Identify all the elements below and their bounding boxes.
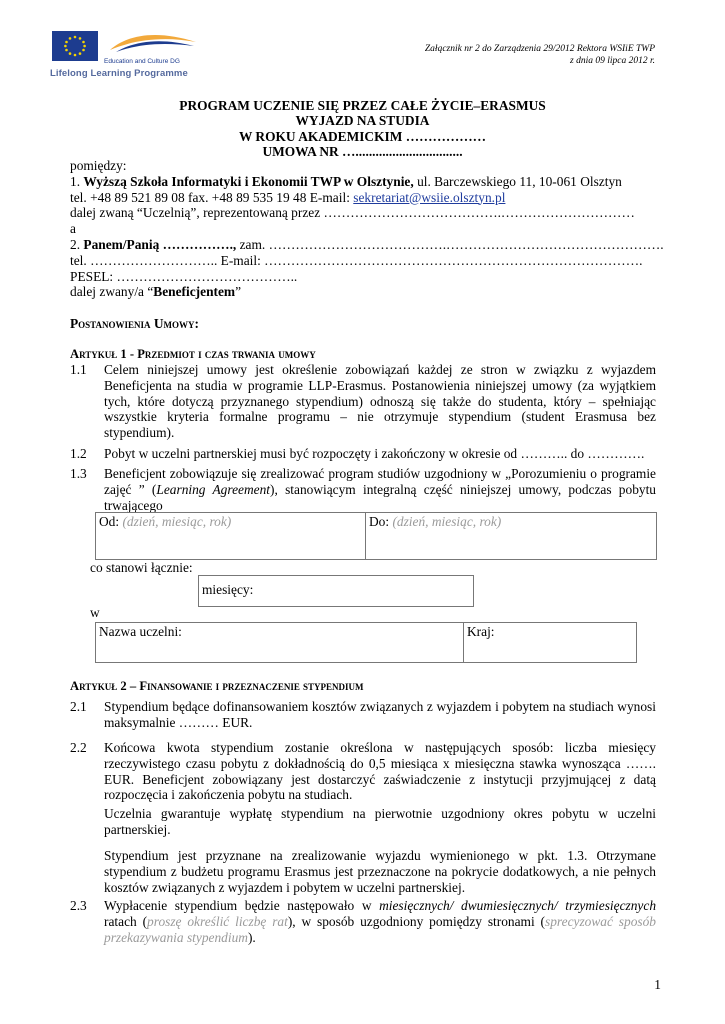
university-phone-fax: tel. +48 89 521 89 08 fax. +48 89 535 19 48 E-mail: (70, 189, 354, 205)
p23-installments: miesięcznych/ dwumiesięcznych/ trzymiesięcznych (379, 898, 657, 913)
p21-text: Stypendium będące dofinansowaniem kosztów związanych z wyjazdem i pobytem na studiach wynosi maksymalnie ……… EUR. (104, 699, 656, 730)
p23-text-a: Wypłacenie stypendium będzie następowało w (104, 898, 380, 913)
logo-dg-text: Education and Culture DG (104, 58, 180, 65)
to-label: Do: (369, 514, 393, 529)
annex-note (425, 44, 655, 67)
university-address: ul. Barczewskiego 11, 10-061 Olsztyn (413, 173, 622, 189)
provisions-heading: Postanowienia Umowy: (70, 316, 199, 331)
p22-number: 2.2 (70, 740, 87, 755)
called-suffix: ” (235, 284, 242, 300)
from-date-field[interactable] (96, 513, 366, 560)
party-1-number: 1. (70, 173, 84, 189)
in-label: w (90, 605, 100, 620)
p22-text-2: Uczelnia gwarantuje wypłatę stypendium na pierwotnie uzgodniony okres pobytu w uczelni partnerskiej. (104, 806, 656, 837)
p23-text-c: ), w sposób uzgodniony pomiędzy stronami ( (287, 913, 546, 929)
to-hint: (dzień, miesiąc, rok) (392, 514, 502, 529)
annex-line-1: Załącznik nr 2 do Zarządzenia 29/2012 Rektora WSIiE TWP (424, 44, 655, 54)
between-label: pomiędzy: (70, 158, 127, 173)
p22-text: Końcowa kwota stypendium zostanie określona w następujących sposób: liczba miesięcy rzeczywistego czasu pobytu z dokładnością do 0,5 miesiąca x miesięczna stawka wynosząca ……. EUR. Beneficjent zobowiązany jest dostarczyć zaświadczenie z instytucji przyjmującej z datą rozpoczęcia i zakończenia pobytu na studiach. (104, 740, 656, 803)
p13-text (104, 466, 656, 513)
p23-hint-1: proszę określić liczbę rat (147, 913, 288, 929)
p21-number: 2.1 (70, 699, 87, 714)
p11-text: Celem niniejszej umowy jest określenie zobowiązań każdej ze stron w związku z wyjazdem Beneficjenta na studia w programie LLP-Erasmus. Postanowienia niniejszej umowy (za wyjątkiem tych, które dotyczą przyznanego stypendium) odnoszą się także do studenta, który – spełniając wszystkie kryteria formalne programu – nie otrzymuje stypendium (student Erasmusa bez stypendium). (104, 362, 656, 441)
llp-logo (50, 30, 210, 82)
country-field[interactable] (464, 623, 637, 663)
annex-line-2: z dnia 09 lipca 2012 r. (570, 55, 655, 66)
university-email-link[interactable]: sekretariat@wsiie.olsztyn.pl (353, 189, 506, 205)
from-hint: (dzień, miesiąc, rok) (122, 514, 232, 529)
university-contact (70, 190, 670, 206)
university-called: dalej zwaną “Uczelnią”, reprezentowaną przez ………………………………….………………………… (70, 205, 635, 221)
university-name-label: Nazwa uczelni: (99, 624, 182, 639)
title-line-2: WYJAZD NA STUDIA (295, 113, 430, 129)
called-prefix: dalej zwany/a “ (70, 284, 154, 300)
and-label: a (70, 221, 76, 237)
person-contact: tel. ……………………….. E-mail: …………………………………………………………………………. (70, 252, 643, 268)
beneficiary-name: Beneficjentem (153, 284, 236, 300)
person-line (70, 237, 670, 253)
title-line-4: UMOWA NR …................................ (262, 143, 463, 159)
document-title (0, 98, 725, 159)
p13-learning-agreement: Learning Agreement (156, 481, 271, 497)
p23-hint-2: sprecyzować sposób przekazywania stypendium (104, 913, 657, 945)
months-label: miesięcy: (202, 582, 254, 597)
period-table (95, 512, 657, 560)
from-label: Od: (99, 514, 123, 529)
p13-text-b: ), stanowiącym integralną część niniejszej umowy, podczas pobytu trwającego (104, 481, 657, 513)
country-label: Kraj: (467, 624, 495, 639)
p23-text-d: ). (247, 929, 256, 945)
party-2-number: 2. (70, 236, 84, 252)
title-line-3: W ROKU AKADEMICKIM ……………… (238, 128, 487, 144)
p13-text-a: Beneficjent zobowiązuje się zrealizować program studiów uzgodniony w „Porozumieniu o programie zajęć ” ( (104, 466, 656, 497)
person-address: zam. ………………………………….…………………………………………. (236, 236, 664, 252)
months-table (198, 575, 474, 607)
to-date-field[interactable] (366, 513, 657, 560)
logo-program-text: Lifelong Learning Programme (50, 68, 188, 79)
p23-text-b: ratach ( (104, 913, 148, 929)
page-number: 1 (654, 977, 661, 992)
eu-flag-icon (52, 31, 98, 61)
pesel-line: PESEL: ………………………………….. (70, 268, 298, 284)
p22-text-3: Stypendium jest przyznane na zrealizowanie wyjazdu wymienionego w pkt. 1.3. Otrzymane stypendium z budżetu programu Erasmus jest przeznaczone na pokrycie dodatkowych, a nie pełnych kosztów związanych z wyjazdem i pobytem w uczelni partnerskiej. (104, 848, 656, 895)
months-field[interactable] (199, 576, 474, 607)
p12-number: 1.2 (70, 446, 87, 461)
title-line-1: PROGRAM UCZENIE SIĘ PRZEZ CAŁE ŻYCIE–ERASMUS (179, 98, 546, 113)
article-2-heading: Artykuł 2 – Finansowanie i przeznaczenie stypendium (70, 679, 364, 693)
university-line (70, 174, 670, 190)
p11-number: 1.1 (70, 362, 87, 377)
article-1-heading: Artykuł 1 - Przedmiot i czas trwania umowy (70, 347, 316, 361)
p12-text: Pobyt w uczelni partnerskiej musi być rozpoczęty i zakończony w okresie od ……….. do …………. (104, 446, 645, 461)
university-name-field[interactable] (96, 623, 464, 663)
beneficiary-called (70, 284, 670, 300)
person-name: Panem/Panią ……………., (83, 236, 237, 252)
p23-text (104, 898, 656, 945)
parties-section (70, 158, 670, 300)
p13-number: 1.3 (70, 466, 87, 481)
p23-number: 2.3 (70, 898, 87, 913)
total-label: co stanowi łącznie: (90, 560, 193, 575)
university-name: Wyższą Szkoła Informatyki i Ekonomii TWP w Olsztynie, (83, 173, 414, 189)
institution-table (95, 622, 637, 663)
